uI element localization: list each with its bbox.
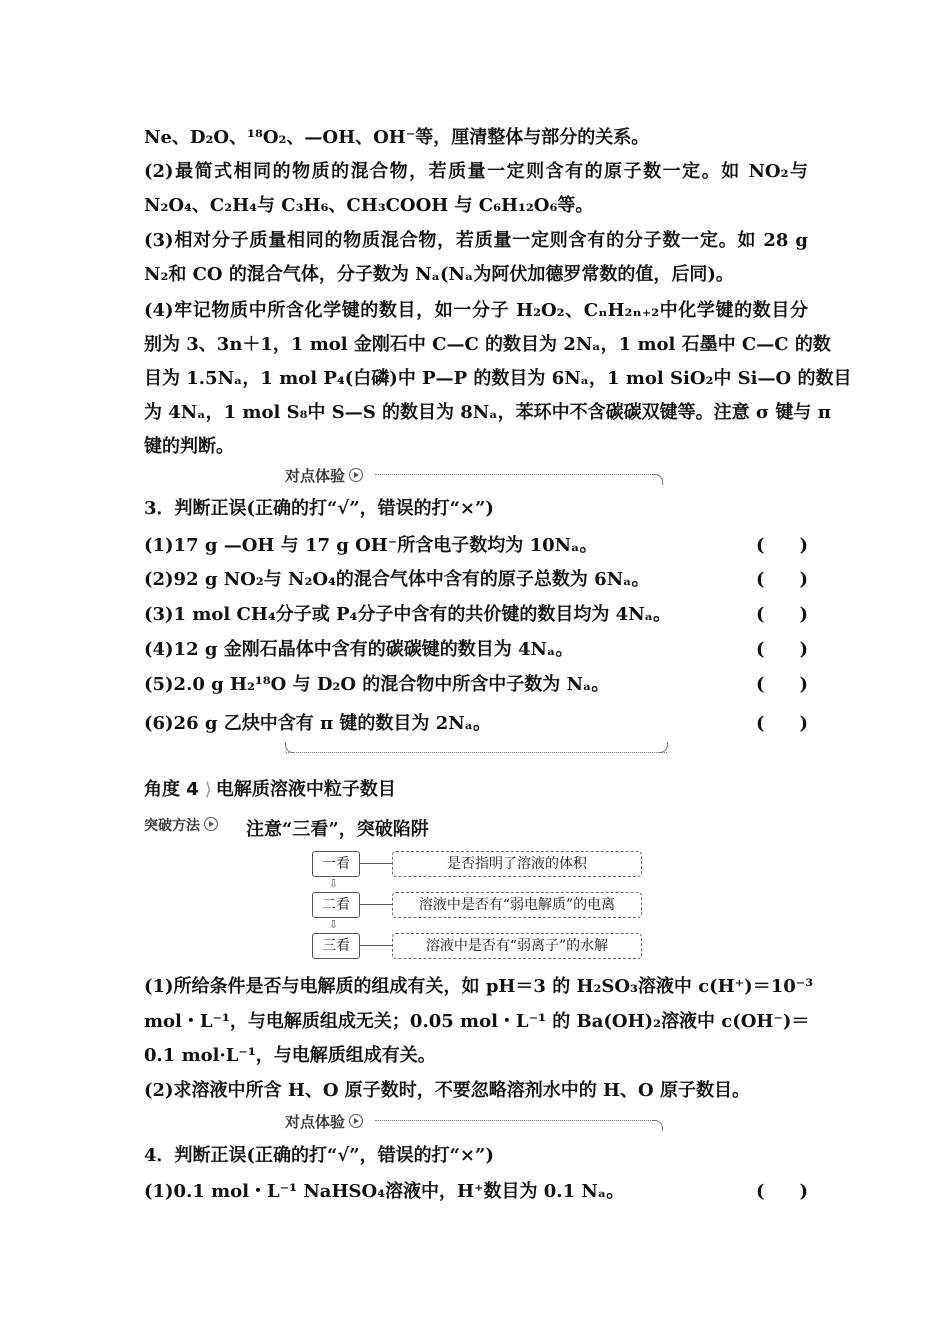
section-divider xyxy=(286,742,667,753)
intro-text: Ne、D₂O、¹⁸O₂、—OH、OH⁻等，厘清整体与部分的关系。 xyxy=(144,127,650,148)
q3-item-text: (1)17 g —OH 与 17 g OH⁻所含电子数均为 10Nₐ。 xyxy=(144,535,598,556)
angle-heading: 角度 4 ⟩ 电解质溶液中粒子数目 xyxy=(144,779,396,800)
q3-item-text: (2)92 g NO₂与 N₂O₄的混合气体中含有的原子总数为 6Nₐ。 xyxy=(144,569,650,590)
explain-1-line-1: (1)所给条件是否与电解质的组成有关，如 pH＝3 的 H₂SO₃溶液中 c(H⁺)＝10⁻³ xyxy=(144,976,814,997)
play-icon xyxy=(349,468,363,482)
angle-title: 电解质溶液中粒子数目 xyxy=(215,779,396,800)
q3-item-6 xyxy=(144,712,808,736)
look-desc-3: 溶液中是否有“弱离子”的水解 xyxy=(392,933,642,959)
point-2-line-1: (2)最简式相同的物质的混合物，若质量一定则含有的原子数一定。如 NO₂与 xyxy=(144,161,808,182)
method-label: 突破方法 xyxy=(144,815,218,835)
q4-item-text: (1)0.1 mol・L⁻¹ NaHSO₄溶液中，H⁺数目为 0.1 Nₐ。 xyxy=(144,1181,625,1202)
question-4-title: 4．判断正误(正确的打“√”，错误的打“×”) xyxy=(144,1145,494,1166)
q3-item-2 xyxy=(144,568,808,592)
q3-item-text: (3)1 mol CH₄分子或 P₄分子中含有的共价键的数目均为 4Nₐ。 xyxy=(144,604,672,625)
down-arrow-icon: ⇩ xyxy=(329,877,339,890)
point-2-line-2: N₂O₄、C₂H₄与 C₃H₆、CH₃COOH 与 C₆H₁₂O₆等。 xyxy=(144,195,594,216)
practice-label: 对点体验 xyxy=(285,1113,346,1131)
look-desc-1: 是否指明了溶液的体积 xyxy=(392,851,642,877)
answer-blank[interactable]: ( ) xyxy=(756,713,808,734)
practice-bar-2 xyxy=(285,1111,663,1137)
angle-label: 角度 4 xyxy=(144,779,199,800)
practice-bar-1 xyxy=(285,465,663,491)
look-box-2: 二看 xyxy=(312,892,360,918)
answer-blank[interactable]: ( ) xyxy=(756,535,808,556)
q3-item-4 xyxy=(144,638,808,662)
point-4-line-5: 键的判断。 xyxy=(144,436,234,457)
point-3-line-1: (3)相对分子质量相同的物质混合物，若质量一定则含有的分子数一定。如 28 g xyxy=(144,230,808,251)
point-4-line-3: 目为 1.5Nₐ，1 mol P₄(白磷)中 P—P 的数目为 6Nₐ，1 mol SiO₂中 Si—O 的数目 xyxy=(144,368,852,389)
point-4-line-2: 别为 3、3n＋1，1 mol 金刚石中 C—C 的数目为 2Nₐ，1 mol 石墨中 C—C 的数 xyxy=(144,334,831,355)
explain-2: (2)求溶液中所含 H、O 原子数时，不要忽略溶剂水中的 H、O 原子数目。 xyxy=(144,1080,750,1101)
play-icon xyxy=(349,1114,363,1128)
play-icon xyxy=(204,817,218,831)
q3-item-text: (5)2.0 g H₂¹⁸O 与 D₂O 的混合物中所含中子数为 Nₐ。 xyxy=(144,674,610,695)
explain-1-line-3: 0.1 mol·L⁻¹，与电解质组成有关。 xyxy=(144,1045,436,1066)
look-desc-2: 溶液中是否有“弱电解质”的电离 xyxy=(392,892,642,918)
point-4-line-1: (4)牢记物质中所含化学键的数目，如一分子 H₂O₂、CₙH₂ₙ₊₂中化学键的数目分 xyxy=(144,300,808,321)
answer-blank[interactable]: ( ) xyxy=(756,639,808,660)
three-look-diagram xyxy=(312,849,642,964)
q4-item-1 xyxy=(144,1180,808,1204)
practice-label: 对点体验 xyxy=(285,467,346,485)
question-3-title: 3．判断正误(正确的打“√”，错误的打“×”) xyxy=(144,498,494,519)
answer-blank[interactable]: ( ) xyxy=(756,569,808,590)
method-title: 注意“三看”，突破陷阱 xyxy=(246,819,429,840)
q3-item-text: (6)26 g 乙炔中含有 π 键的数目为 2Nₐ。 xyxy=(144,713,492,734)
down-arrow-icon: ⇩ xyxy=(329,918,339,931)
look-box-1: 一看 xyxy=(312,851,360,877)
point-3-line-2: N₂和 CO 的混合气体，分子数为 Nₐ(Nₐ为阿伏加德罗常数的值，后同)。 xyxy=(144,264,734,285)
answer-blank[interactable]: ( ) xyxy=(756,674,808,695)
answer-blank[interactable]: ( ) xyxy=(756,1181,808,1202)
point-4-line-4: 为 4Nₐ，1 mol S₈中 S—S 的数目为 8Nₐ，苯环中不含碳碳双键等。注意 σ 键与 π xyxy=(144,402,831,423)
q3-item-5 xyxy=(144,673,808,697)
q3-item-text: (4)12 g 金刚石晶体中含有的碳碳键的数目为 4Nₐ。 xyxy=(144,639,574,660)
explain-1-line-2: mol・L⁻¹，与电解质组成无关；0.05 mol・L⁻¹ 的 Ba(OH)₂溶液中 c(OH⁻)＝ xyxy=(144,1011,810,1032)
answer-blank[interactable]: ( ) xyxy=(756,604,808,625)
q3-item-1 xyxy=(144,534,808,558)
look-box-3: 三看 xyxy=(312,933,360,959)
q3-item-3 xyxy=(144,603,808,627)
